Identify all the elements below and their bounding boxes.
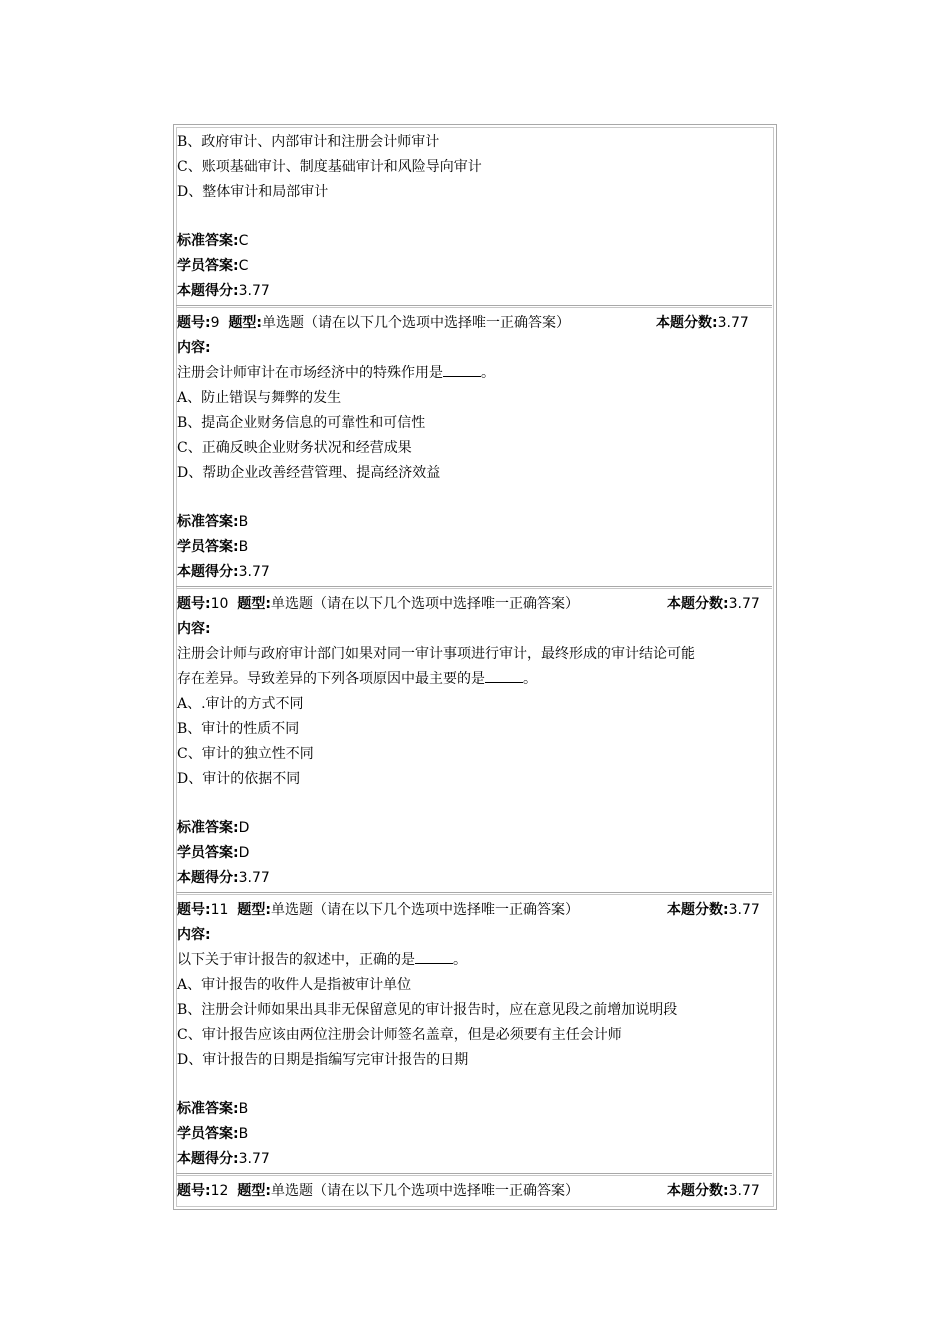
q10-option-d: D、审计的依据不同	[177, 771, 301, 787]
q12-points: 本题分数:3.77	[667, 1183, 760, 1199]
q9-points: 本题分数:3.77	[656, 315, 749, 331]
q11-option-a: A、审计报告的收件人是指被审计单位	[177, 977, 412, 993]
q8-option-c: C、账项基础审计、制度基础审计和风险导向审计	[177, 159, 482, 175]
q11-student-answer: 学员答案:B	[177, 1126, 249, 1142]
q11-points: 本题分数:3.77	[667, 902, 760, 918]
answer-blank	[415, 950, 453, 964]
q8-option-d: D、整体审计和局部审计	[177, 184, 329, 200]
q8-standard-answer: 标准答案:C	[177, 233, 249, 249]
q10-stem-line2: 存在差异。导致差异的下列各项原因中最主要的是 。	[177, 671, 537, 687]
q11-header: 题号:11 题型:单选题（请在以下几个选项中选择唯一正确答案）	[177, 902, 579, 918]
q9-header: 题号:9 题型:单选题（请在以下几个选项中选择唯一正确答案）	[177, 315, 571, 331]
q9-content-label: 内容:	[177, 340, 211, 356]
q9-option-b: B、提高企业财务信息的可靠性和可信性	[177, 415, 426, 431]
row-separator	[176, 892, 772, 895]
q12-header: 题号:12 题型:单选题（请在以下几个选项中选择唯一正确答案）	[177, 1183, 579, 1199]
q10-option-b: B、审计的性质不同	[177, 721, 300, 737]
row-separator	[176, 586, 772, 589]
q8-score: 本题得分:3.77	[177, 283, 270, 299]
q9-student-answer: 学员答案:B	[177, 539, 249, 555]
q11-standard-answer: 标准答案:B	[177, 1101, 249, 1117]
q10-option-c: C、审计的独立性不同	[177, 746, 314, 762]
q11-score: 本题得分:3.77	[177, 1151, 270, 1167]
answer-blank	[443, 363, 481, 377]
row-separator	[176, 1173, 772, 1176]
q10-header: 题号:10 题型:单选题（请在以下几个选项中选择唯一正确答案）	[177, 596, 579, 612]
q10-standard-answer: 标准答案:D	[177, 820, 250, 836]
q10-stem-line1: 注册会计师与政府审计部门如果对同一审计事项进行审计，最终形成的审计结论可能	[177, 646, 695, 662]
q10-student-answer: 学员答案:D	[177, 845, 250, 861]
q11-stem: 以下关于审计报告的叙述中，正确的是 。	[177, 952, 467, 968]
q10-option-a: A、.审计的方式不同	[177, 696, 304, 712]
q10-points: 本题分数:3.77	[667, 596, 760, 612]
q8-option-b: B、政府审计、内部审计和注册会计师审计	[177, 134, 440, 150]
q9-standard-answer: 标准答案:B	[177, 514, 249, 530]
q9-option-d: D、帮助企业改善经营管理、提高经济效益	[177, 465, 441, 481]
q8-student-answer: 学员答案:C	[177, 258, 249, 274]
q9-stem: 注册会计师审计在市场经济中的特殊作用是 。	[177, 365, 495, 381]
q10-content-label: 内容:	[177, 621, 211, 637]
q11-option-b: B、注册会计师如果出具非无保留意见的审计报告时，应在意见段之前增加说明段	[177, 1002, 678, 1018]
q11-content-label: 内容:	[177, 927, 211, 943]
q9-option-a: A、防止错误与舞弊的发生	[177, 390, 342, 406]
q11-option-d: D、审计报告的日期是指编写完审计报告的日期	[177, 1052, 469, 1068]
q11-option-c: C、审计报告应该由两位注册会计师签名盖章，但是必须要有主任会计师	[177, 1027, 622, 1043]
q9-option-c: C、正确反映企业财务状况和经营成果	[177, 440, 412, 456]
q10-score: 本题得分:3.77	[177, 870, 270, 886]
row-separator	[176, 305, 772, 308]
answer-blank	[485, 669, 523, 683]
q9-score: 本题得分:3.77	[177, 564, 270, 580]
